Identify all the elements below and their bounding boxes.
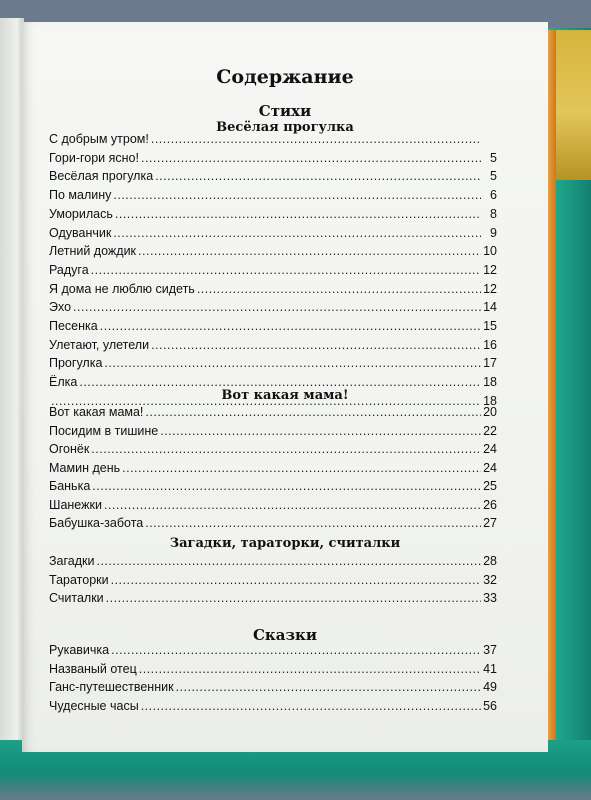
toc-entry-page: 20 xyxy=(483,405,497,419)
toc-entry-page: 27 xyxy=(483,516,497,530)
toc-entry-title: С добрым утром! xyxy=(49,132,149,146)
toc-entry-title: Ёлка xyxy=(49,375,78,390)
toc-entry-page: 24 xyxy=(483,460,497,475)
toc-entry xyxy=(49,573,497,590)
toc-entry-title: Ганс-путешественник xyxy=(49,680,174,695)
toc-entry-title: Улетают, улетели xyxy=(49,337,150,352)
subsection-heading-mama: Вот какая мама! xyxy=(221,388,349,403)
toc-entry-page: 33 xyxy=(483,591,497,606)
toc-dot-leader xyxy=(91,442,481,456)
toc-dot-leader xyxy=(176,680,481,694)
toc-entry-page: 56 xyxy=(483,699,497,714)
toc-entry-title: Загадки xyxy=(49,554,95,568)
toc-entry-page: 22 xyxy=(483,423,497,438)
toc-entry-title: Банька xyxy=(49,479,91,493)
toc-entry-title: Песенка xyxy=(49,319,98,333)
toc-entry-page: 12 xyxy=(483,281,497,296)
toc-entry-page: 41 xyxy=(483,661,497,676)
toc-entry-title: Огонёк xyxy=(49,442,90,456)
toc-entry-page: 5 xyxy=(490,150,497,165)
toc-entry-title: Вот какая мама! xyxy=(49,405,144,419)
toc-dot-leader xyxy=(151,132,481,146)
toc-entry-title: Посидим в тишине xyxy=(49,423,159,438)
toc-entry xyxy=(49,244,497,261)
toc-entry-title: Радуга xyxy=(49,262,89,277)
toc-entry-title: Прогулка xyxy=(49,356,103,371)
toc-dot-leader xyxy=(106,591,481,605)
toc-entry xyxy=(49,516,497,533)
toc-entry xyxy=(49,263,497,280)
toc-entry xyxy=(49,207,497,224)
toc-dot-leader xyxy=(145,405,481,419)
toc-entry-title: Уморилась xyxy=(49,206,113,221)
toc-entry-page: 49 xyxy=(483,680,497,695)
toc-entry-title: Мамин день xyxy=(49,460,121,475)
toc-entry-title: Названый отец xyxy=(49,661,137,676)
toc-entry xyxy=(49,132,497,149)
toc-dot-leader xyxy=(92,479,481,493)
toc-dot-leader xyxy=(113,188,481,202)
toc-entry-title: Бабушка-забота xyxy=(49,516,144,530)
toc-dot-leader xyxy=(155,169,481,183)
toc-dot-leader xyxy=(141,151,481,165)
toc-entry-title: Шанежки xyxy=(49,497,102,512)
toc-entry-page: 18 xyxy=(483,375,497,390)
toc-entry xyxy=(49,300,497,317)
toc-dot-leader xyxy=(91,263,481,277)
toc-dot-leader xyxy=(122,461,481,475)
toc-entry xyxy=(49,338,497,355)
toc-entry-page: 6 xyxy=(490,188,497,203)
toc-entry-page: 10 xyxy=(483,244,497,259)
toc-entry xyxy=(49,680,497,697)
toc-entry-title: Летний дождик xyxy=(49,244,137,259)
toc-entry xyxy=(49,479,497,496)
toc-dot-leader xyxy=(111,573,481,587)
toc-dot-leader xyxy=(145,516,481,530)
toc-entry-page: 8 xyxy=(490,206,497,221)
toc-entry xyxy=(49,591,497,608)
toc-entry-title: Весёлая прогулка xyxy=(49,169,154,184)
toc-entry xyxy=(49,424,497,441)
toc-entry-page: 14 xyxy=(483,300,497,315)
toc-entry-title: По малину xyxy=(49,188,112,203)
toc-dot-leader xyxy=(111,643,481,657)
toc-dot-leader xyxy=(79,375,481,389)
toc-entry-title: Я дома не люблю сидеть xyxy=(49,281,195,296)
toc-entry-page: 37 xyxy=(483,643,497,657)
toc-entry-title: Чудесные часы xyxy=(49,699,139,714)
toc-dot-leader xyxy=(141,699,481,713)
toc-entry xyxy=(49,319,497,336)
subsection-heading-riddles: Загадки, тараторки, считалки xyxy=(169,536,401,551)
toc-entry-page: 26 xyxy=(483,497,497,512)
toc-entry-page: 28 xyxy=(483,554,497,568)
left-page-edge xyxy=(0,18,24,753)
toc-entry-title: Эхо xyxy=(49,300,72,315)
toc-entry-page: 9 xyxy=(490,225,497,240)
page-title: Содержание xyxy=(216,66,354,88)
toc-dot-leader xyxy=(100,319,481,333)
toc-dot-leader xyxy=(138,244,481,258)
toc-entry xyxy=(49,554,497,571)
toc-entry-title: Гори-гори ясно! xyxy=(49,150,139,165)
toc-dot-leader xyxy=(151,338,481,352)
toc-entry-page: 12 xyxy=(483,262,497,277)
contents-page xyxy=(22,22,548,752)
toc-entry-title: Рукавичка xyxy=(49,643,110,657)
toc-dot-leader xyxy=(139,662,481,676)
toc-entry xyxy=(49,356,497,373)
toc-entry-page: 24 xyxy=(483,442,497,456)
toc-entry xyxy=(49,498,497,515)
toc-dot-leader xyxy=(197,282,481,296)
toc-entry-page: 16 xyxy=(483,337,497,352)
toc-dot-leader xyxy=(113,226,481,240)
toc-entry xyxy=(49,643,497,660)
toc-entry xyxy=(49,442,497,459)
toc-entry-page: 25 xyxy=(483,479,497,493)
section-heading-tales: Сказки xyxy=(252,626,318,644)
toc-entry xyxy=(49,405,497,422)
toc-entry xyxy=(49,662,497,679)
toc-entry xyxy=(49,699,497,716)
toc-dot-leader xyxy=(96,554,481,568)
toc-entry-title: Тараторки xyxy=(49,572,109,587)
toc-entry-title: Одуванчик xyxy=(49,225,112,240)
toc-entry xyxy=(49,226,497,243)
toc-entry xyxy=(49,169,497,186)
toc-dot-leader xyxy=(160,424,481,438)
toc-dot-leader xyxy=(73,300,481,314)
toc-entry xyxy=(49,461,497,478)
toc-entry-page: 17 xyxy=(483,356,497,371)
toc-dot-leader xyxy=(104,356,481,370)
toc-entry xyxy=(49,188,497,205)
toc-entry xyxy=(49,151,497,168)
subsection-heading-walk: Весёлая прогулка xyxy=(216,120,354,135)
toc-entry-page: 18 xyxy=(483,393,497,408)
toc-entry-page: 32 xyxy=(483,572,497,587)
toc-dot-leader xyxy=(115,207,481,221)
toc-entry-page: 5 xyxy=(490,169,497,184)
toc-entry-page: 15 xyxy=(483,319,497,333)
toc-entry xyxy=(49,282,497,299)
toc-entry-title: Считалки xyxy=(49,591,104,606)
toc-dot-leader xyxy=(104,498,481,512)
section-heading-poems: Стихи xyxy=(258,102,312,120)
